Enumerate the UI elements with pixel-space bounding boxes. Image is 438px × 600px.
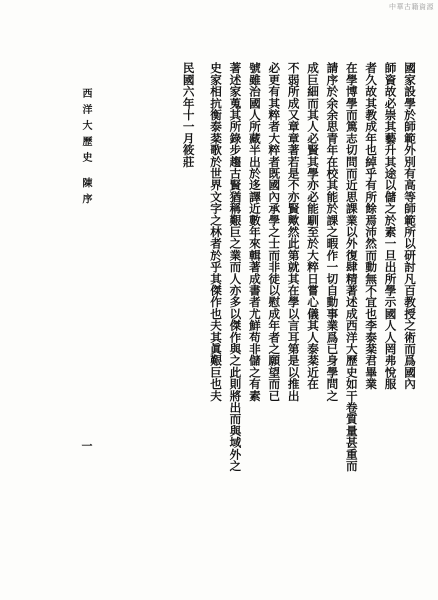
preface-text-block: [118, 62, 418, 562]
text-column: 在學博學而篤志切問而近思課業以外復肆精著述成西洋大歷史如干卷質量甚重而: [344, 62, 359, 472]
running-head: 西洋大歷史 陳序: [80, 88, 91, 210]
page-number: 一: [80, 440, 93, 451]
text-column: 必更有其粹者大粹者既國內承學之士而非徒以慰成年者之願望而已: [267, 62, 282, 402]
text-column: 不弱所成又章章著若是不亦賢歟然此第就其在學以言耳第是以推出: [286, 62, 301, 402]
watermark-label: 中華古籍資源: [389, 3, 434, 11]
text-column: 史家相抗衡泰棻歌於世界文字之林者於乎其傑作也夫其眞艱巨也夫: [209, 62, 224, 402]
text-column: 師資故必崇其藝升其途以儲之於素一旦出所學示國人人罔弗悅服: [383, 62, 398, 390]
text-column: 號雖治國人所藏半出於迻譯近數年來輯著成書者尤鮮苟非儲之有素: [247, 62, 262, 402]
text-column: 成巨細而其人必賢其學亦必能馴至於大粹日嘗心儀其人泰棻近在: [306, 62, 321, 390]
text-column: 者久故其教成年也綽乎有所餘焉沛然而動無不宜也李泰棻君畢業: [364, 62, 379, 390]
text-column: 國家設學於師範外別有高等師範所以研討凡百教授之術而爲國內: [403, 62, 417, 390]
date-signature-line: 民國六年十一月筱莊: [181, 62, 196, 168]
text-column: 請序於余余思青年在校其能於課之暇作一切自動事業爲已身學問之: [325, 62, 340, 402]
text-column: 著述家蒐其所錄步趨古賢猶稱艱巨之業而人亦多以傑作與之此則將出而與域外之: [228, 62, 243, 472]
